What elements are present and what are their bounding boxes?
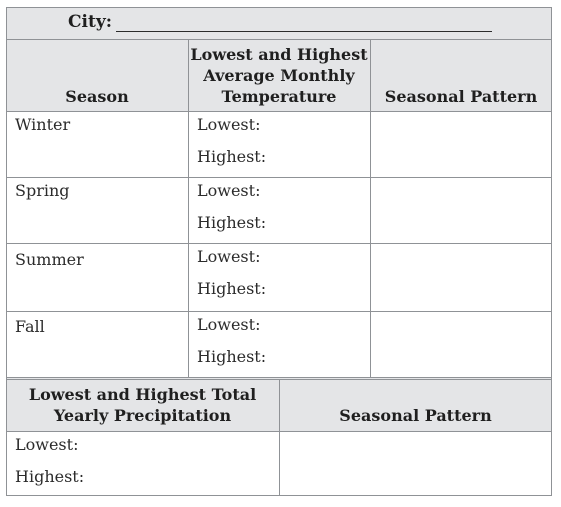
winter-pattern-cell[interactable] (371, 112, 551, 177)
city-input-line[interactable] (116, 31, 492, 32)
spring-lowest-field[interactable]: Lowest: (197, 181, 261, 200)
precipitation-header: Lowest and Highest Total Yearly Precipitation (28, 385, 257, 425)
precipitation-pattern-cell[interactable] (280, 432, 551, 495)
city-header (6, 7, 552, 39)
precipitation-lowest-field[interactable]: Lowest: (15, 435, 79, 454)
season-fall: Fall (15, 317, 45, 336)
season-header: Season (65, 87, 129, 106)
border-right (551, 7, 552, 496)
temperature-header: Lowest and Highest Average Monthly Temperature (190, 45, 368, 106)
divider-header (6, 111, 552, 112)
summer-lowest-field[interactable]: Lowest: (197, 247, 261, 266)
divider-table-break (6, 377, 552, 378)
precipitation-highest-field[interactable]: Highest: (15, 467, 85, 486)
divider-row-3 (6, 311, 552, 312)
worksheet (6, 7, 552, 496)
fall-pattern-cell[interactable] (371, 312, 551, 377)
border-top (6, 7, 552, 8)
divider-city (6, 39, 552, 40)
divider-row-1 (6, 177, 552, 178)
winter-highest-field[interactable]: Highest: (197, 147, 267, 166)
divider-col-2 (370, 39, 371, 378)
spring-highest-field[interactable]: Highest: (197, 213, 267, 232)
divider-col-1 (188, 39, 189, 378)
divider-precip-col (279, 379, 280, 496)
precipitation-pattern-header: Seasonal Pattern (339, 406, 492, 425)
summer-highest-field[interactable]: Highest: (197, 279, 267, 298)
season-spring: Spring (15, 181, 70, 200)
city-label: City: (68, 12, 112, 32)
fall-highest-field[interactable]: Highest: (197, 347, 267, 366)
season-winter: Winter (15, 115, 71, 134)
divider-row-2 (6, 243, 552, 244)
fall-lowest-field[interactable]: Lowest: (197, 315, 261, 334)
border-left (6, 7, 7, 496)
season-summer: Summer (15, 250, 84, 269)
summer-pattern-cell[interactable] (371, 244, 551, 311)
winter-lowest-field[interactable]: Lowest: (197, 115, 261, 134)
seasonal-pattern-header: Seasonal Pattern (384, 87, 538, 106)
spring-pattern-cell[interactable] (371, 178, 551, 243)
